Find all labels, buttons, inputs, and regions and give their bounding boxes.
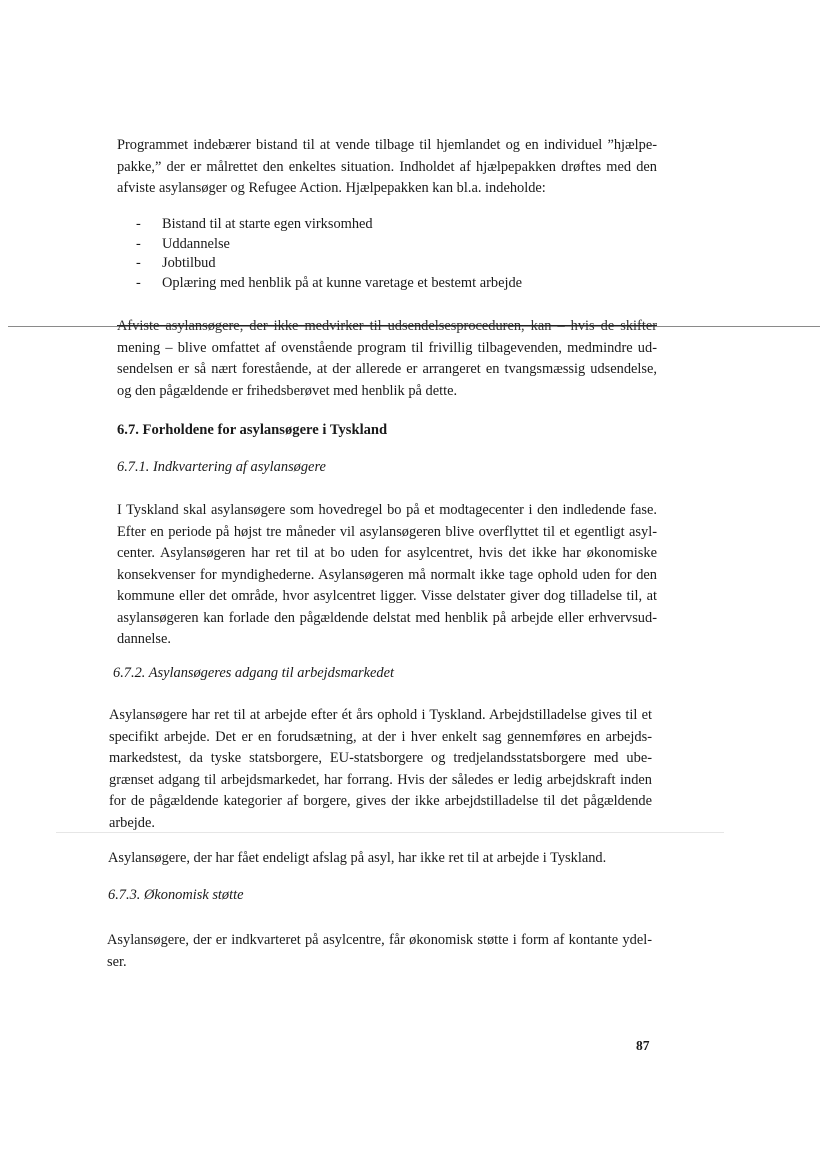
final-sentence [108, 848, 668, 870]
list-dash: - [136, 275, 141, 292]
paragraph-line: Programmet indebærer bistand til at vende tilbage til hjemlandet og en individuel ”hjælpe- [117, 137, 657, 153]
subsection-title: 6.7.2. Asylansøgeres adgang til arbejdsmarkedet [113, 665, 394, 681]
subsection-body [109, 705, 652, 834]
paragraph-line: konsekvenser for myndighederne. Asylansøgeren må normalt ikke tage ophold uden for den [117, 566, 657, 583]
section-heading: 6.7. Forholdene for asylansøgere i Tyskland [117, 422, 388, 438]
help-package-list [136, 215, 522, 294]
paragraph-line: Asylansøgere har ret til at arbejde efter ét års ophold i Tyskland. Arbejdstilladelse gives til et [109, 707, 652, 723]
paragraph-line: afviste asylansøger og Refugee Action. Hjælpepakken kan bl.a. indeholde: [117, 180, 546, 196]
scan-artifact-rule [56, 832, 724, 833]
paragraph-line: I Tyskland skal asylansøgere som hovedregel bo på et modtagecenter i den indledende fase. [117, 502, 657, 518]
paragraph-line: pakke,” der er målrettet den enkeltes situation. Indholdet af hjælpepakken drøftes med den [117, 158, 657, 175]
list-dash: - [136, 255, 141, 272]
paragraph-line: kommune eller det område, hvor asylcentret ligger. Visse delstater giver dog tilladelse til, at [117, 588, 657, 604]
paragraph-line: sendelsen er så nært forestående, at der allerede er arrangeret en tvangsmæssig udsendelse, [117, 361, 657, 377]
list-dash: - [136, 216, 141, 232]
paragraph-line: dannelse. [117, 631, 171, 647]
paragraph-line: Asylansøgere, der er indkvarteret på asylcentre, får økonomisk støtte i form af kontante ydel- [107, 932, 652, 948]
paragraph-line: grænset adgang til arbejdsmarkedet, har forrang. Hvis der således er ledig arbejdskraft inden [109, 771, 652, 788]
page-number: 87 [636, 1038, 650, 1053]
subsection-body [117, 500, 657, 651]
paragraph-line: mening – blive omfattet af ovenstående program til frivillig tilbagevenden, medmindre ud- [117, 339, 657, 356]
paragraph-line: arbejde. [109, 814, 155, 831]
intro-paragraph [117, 135, 657, 200]
paragraph-line: ser. [107, 953, 127, 970]
paragraph-line: for de pågældende kategorier af borgere, gives der ikke arbejdstilladelse til det pågældende [109, 793, 652, 809]
paragraph-line: Efter en periode på højst tre måneder vil asylansøgeren blive overflyttet til et egentligt asyl- [117, 523, 657, 540]
struck-paragraph [117, 316, 657, 402]
paragraph-line: specifikt arbejde. Det er en forudsætning, at der i hver enkelt sag gennemføres en arbejds- [109, 728, 652, 745]
paragraph-line: center. Asylansøgeren har ret til at bo uden for asylcentret, hvis det ikke har økonomiske [117, 545, 657, 561]
subsection-body [107, 930, 652, 973]
paragraph-line: og den pågældende er frihedsberøvet med henblik på dette. [117, 382, 458, 399]
list-item: - Jobtilbud [136, 254, 522, 274]
paragraph-line: markedstest, da tyske statsborgere, EU-statsborgere og tredjelandsstatsborgere med ube- [109, 750, 652, 766]
list-item: - Oplæring med henblik på at kunne varetage et bestemt arbejde [136, 274, 522, 294]
list-dash: - [136, 235, 141, 252]
list-item: - Uddannelse [136, 235, 522, 255]
list-item: - Bistand til at starte egen virksomhed [136, 215, 522, 235]
subsection-title: 6.7.3. Økonomisk støtte [108, 887, 244, 903]
struck-line: Afviste asylansøgere, der ikke medvirker til udsendelsesproceduren, kan – hvis de skifter [117, 318, 657, 334]
paragraph-line: Asylansøgere, der har fået endeligt afslag på asyl, har ikke ret til at arbejde i Tyskland. [108, 850, 607, 866]
paragraph-line: asylansøgeren kan forlade den pågældende delstat med henblik på arbejde eller erhvervsud- [117, 609, 657, 626]
subsection-title: 6.7.1. Indkvartering af asylansøgere [117, 459, 326, 475]
